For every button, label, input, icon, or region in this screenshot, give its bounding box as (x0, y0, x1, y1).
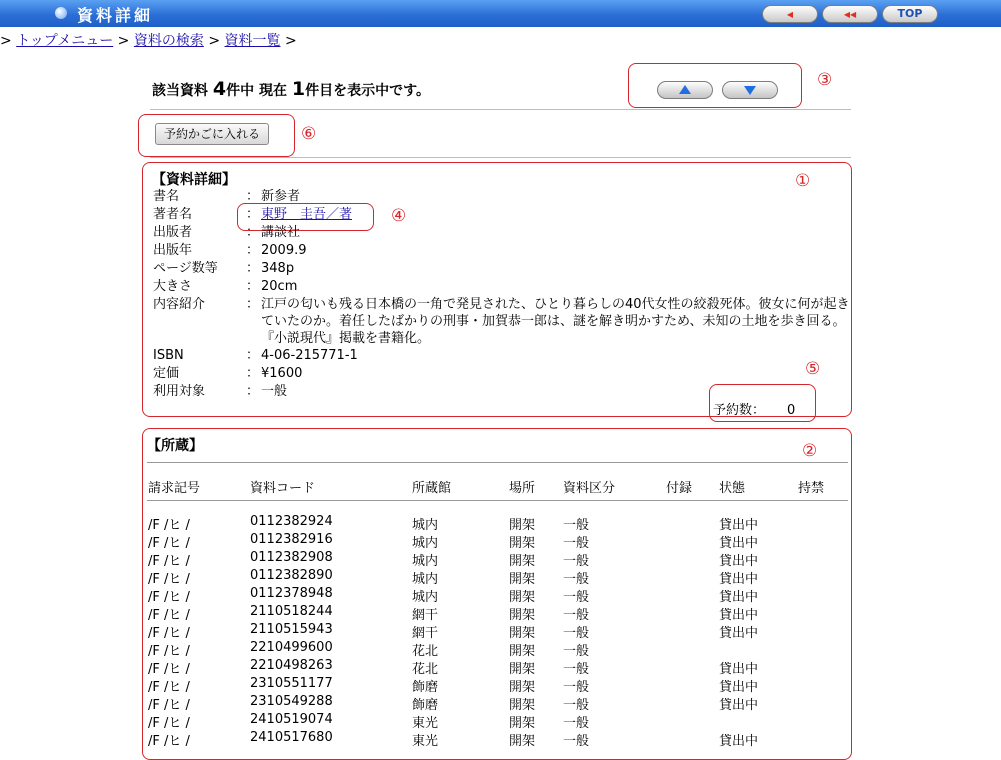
field-author: 著者名 ： 東野 圭吾／著 (153, 207, 353, 222)
table-cell: /F /ヒ / (148, 698, 190, 713)
table-row (0, 604, 1001, 622)
breadcrumb-search[interactable]: 資料の検索 (133, 33, 204, 49)
col-call-number: 請求記号 (148, 481, 201, 496)
field-size: 大きさ ： 20cm (153, 279, 298, 294)
divider (150, 109, 851, 110)
table-row (0, 676, 1001, 694)
table-cell: 飾磨 (412, 698, 439, 713)
table-cell: 0112378948 (250, 586, 333, 601)
bullet-icon (55, 7, 67, 19)
field-target: 利用対象 ： 一般 (153, 384, 288, 399)
table-cell: 2110515943 (250, 622, 333, 637)
table-cell: /F /ヒ / (148, 554, 190, 569)
table-cell: 一般 (563, 518, 590, 533)
col-category: 資料区分 (563, 481, 616, 496)
col-appendix: 付録 (666, 481, 693, 496)
col-item-code: 資料コード (250, 481, 316, 496)
table-cell: 2210498263 (250, 658, 333, 673)
table-row (0, 658, 1001, 676)
table-cell: 開架 (509, 554, 536, 569)
holdings-heading: 【所蔵】 (147, 438, 203, 454)
field-price: 定価 ： ¥1600 (153, 366, 303, 381)
table-row (0, 586, 1001, 604)
table-cell: 飾磨 (412, 680, 439, 695)
table-cell: /F /ヒ / (148, 626, 190, 641)
table-row (0, 532, 1001, 550)
table-cell: 東光 (412, 734, 439, 749)
header-bar (0, 0, 1001, 27)
table-cell: 一般 (563, 626, 590, 641)
table-row (0, 514, 1001, 532)
table-cell: 一般 (563, 590, 590, 605)
table-cell: 貸出中 (719, 590, 759, 605)
table-cell: 開架 (509, 626, 536, 641)
table-cell: /F /ヒ / (148, 536, 190, 551)
table-cell: 一般 (563, 644, 590, 659)
table-cell: 開架 (509, 698, 536, 713)
table-cell: 一般 (563, 680, 590, 695)
table-cell: 花北 (412, 662, 439, 677)
table-cell: 0112382890 (250, 568, 333, 583)
table-cell: 東光 (412, 716, 439, 731)
table-cell: 一般 (563, 608, 590, 623)
table-cell: /F /ヒ / (148, 518, 190, 533)
table-cell: 貸出中 (719, 626, 759, 641)
divider (147, 462, 848, 463)
table-row (0, 550, 1001, 568)
table-cell: 一般 (563, 554, 590, 569)
reserve-count: 予約数： 0 (713, 403, 796, 418)
back-arrow-icon: ◀ (786, 10, 794, 19)
table-cell: /F /ヒ / (148, 680, 190, 695)
table-cell: /F /ヒ / (148, 590, 190, 605)
table-cell: /F /ヒ / (148, 734, 190, 749)
table-cell: 網干 (412, 608, 439, 623)
breadcrumb-top-menu[interactable]: トップメニュー (16, 33, 114, 49)
table-cell: 一般 (563, 734, 590, 749)
result-counter: 該当資料 4件中 現在 1件目を表示中です。 (152, 78, 430, 100)
col-library: 所蔵館 (412, 481, 452, 496)
field-isbn: ISBN ： 4-06-215771-1 (153, 348, 358, 363)
double-back-arrow-icon: ◀◀ (843, 10, 857, 19)
table-row (0, 694, 1001, 712)
table-cell: 貸出中 (719, 698, 759, 713)
up-arrow-icon (679, 85, 691, 94)
top-button[interactable]: TOP (882, 5, 938, 23)
table-cell: 開架 (509, 590, 536, 605)
down-arrow-icon (744, 86, 756, 95)
table-cell: /F /ヒ / (148, 644, 190, 659)
table-cell: 城内 (412, 554, 439, 569)
table-row (0, 730, 1001, 748)
table-cell: 貸出中 (719, 554, 759, 569)
table-cell: 貸出中 (719, 734, 759, 749)
table-cell: 一般 (563, 716, 590, 731)
prev-record-button[interactable] (657, 81, 713, 99)
table-cell: 城内 (412, 590, 439, 605)
add-to-reserve-cart-button[interactable]: 予約かごに入れる (155, 123, 269, 145)
annotation-5: ⑤ (805, 359, 821, 379)
table-row (0, 712, 1001, 730)
breadcrumb: > トップメニュー > 資料の検索 > 資料一覧 > (0, 33, 297, 49)
divider (150, 157, 851, 158)
first-page-button[interactable] (822, 5, 878, 23)
detail-heading: 【資料詳細】 (152, 172, 236, 188)
prev-page-button[interactable] (762, 5, 818, 23)
table-cell: 貸出中 (719, 572, 759, 587)
table-cell: 開架 (509, 572, 536, 587)
divider (147, 500, 848, 501)
table-cell: 開架 (509, 608, 536, 623)
col-location: 場所 (509, 481, 536, 496)
table-cell: 城内 (412, 572, 439, 587)
table-row (0, 568, 1001, 586)
table-cell: 貸出中 (719, 680, 759, 695)
annotation-4: ④ (391, 206, 407, 226)
annotation-3: ③ (817, 70, 833, 90)
breadcrumb-list[interactable]: 資料一覧 (224, 33, 281, 49)
table-cell: /F /ヒ / (148, 572, 190, 587)
table-cell: 2310549288 (250, 694, 333, 709)
table-cell: 0112382908 (250, 550, 333, 565)
field-summary: 内容紹介 ： 江戸の匂いも残る日本橋の一角で発見された、ひとり暮らしの40代女性の絞殺死体。彼女に何が起きていたのか。着任したばかりの刑事・加賀恭一郎は、謎を解き明かすため、未知の土地を歩き回る。『小説現代』掲載を書籍化。 (153, 297, 850, 346)
annotation-2: ② (802, 441, 818, 461)
author-link[interactable]: 東野 圭吾／著 (261, 207, 353, 222)
table-row (0, 622, 1001, 640)
table-cell: 2310551177 (250, 676, 333, 691)
table-cell: 網干 (412, 626, 439, 641)
field-pub-year: 出版年 ： 2009.9 (153, 243, 307, 258)
table-cell: 開架 (509, 644, 536, 659)
table-cell: 一般 (563, 662, 590, 677)
table-cell: 開架 (509, 662, 536, 677)
table-cell: 貸出中 (719, 608, 759, 623)
table-cell: 開架 (509, 536, 536, 551)
table-cell: 0112382924 (250, 514, 333, 529)
table-cell: 城内 (412, 536, 439, 551)
page-title: 資料詳細 (77, 6, 154, 25)
annotation-6: ⑥ (301, 124, 317, 144)
next-record-button[interactable] (722, 81, 778, 99)
col-restricted: 持禁 (798, 481, 825, 496)
table-cell: 貸出中 (719, 518, 759, 533)
table-cell: 開架 (509, 716, 536, 731)
table-cell: 2210499600 (250, 640, 333, 655)
table-cell: /F /ヒ / (148, 662, 190, 677)
table-cell: 開架 (509, 680, 536, 695)
table-cell: 花北 (412, 644, 439, 659)
table-cell: 開架 (509, 518, 536, 533)
annotation-1: ① (795, 171, 811, 191)
table-cell: /F /ヒ / (148, 716, 190, 731)
field-publisher: 出版者 ： 講談社 (153, 225, 301, 240)
table-cell: 一般 (563, 698, 590, 713)
field-title: 書名 ： 新参者 (153, 189, 301, 204)
table-cell: 2110518244 (250, 604, 333, 619)
table-cell: /F /ヒ / (148, 608, 190, 623)
table-cell: 貸出中 (719, 662, 759, 677)
detail-list (153, 188, 853, 401)
table-cell: 2410517680 (250, 730, 333, 745)
table-cell: 2410519074 (250, 712, 333, 727)
field-pages: ページ数等 ： 348p (153, 261, 295, 276)
table-cell: 貸出中 (719, 536, 759, 551)
col-status: 状態 (719, 481, 746, 496)
table-cell: 一般 (563, 572, 590, 587)
table-cell: 0112382916 (250, 532, 333, 547)
table-cell: 城内 (412, 518, 439, 533)
table-row (0, 640, 1001, 658)
table-cell: 開架 (509, 734, 536, 749)
table-cell: 一般 (563, 536, 590, 551)
